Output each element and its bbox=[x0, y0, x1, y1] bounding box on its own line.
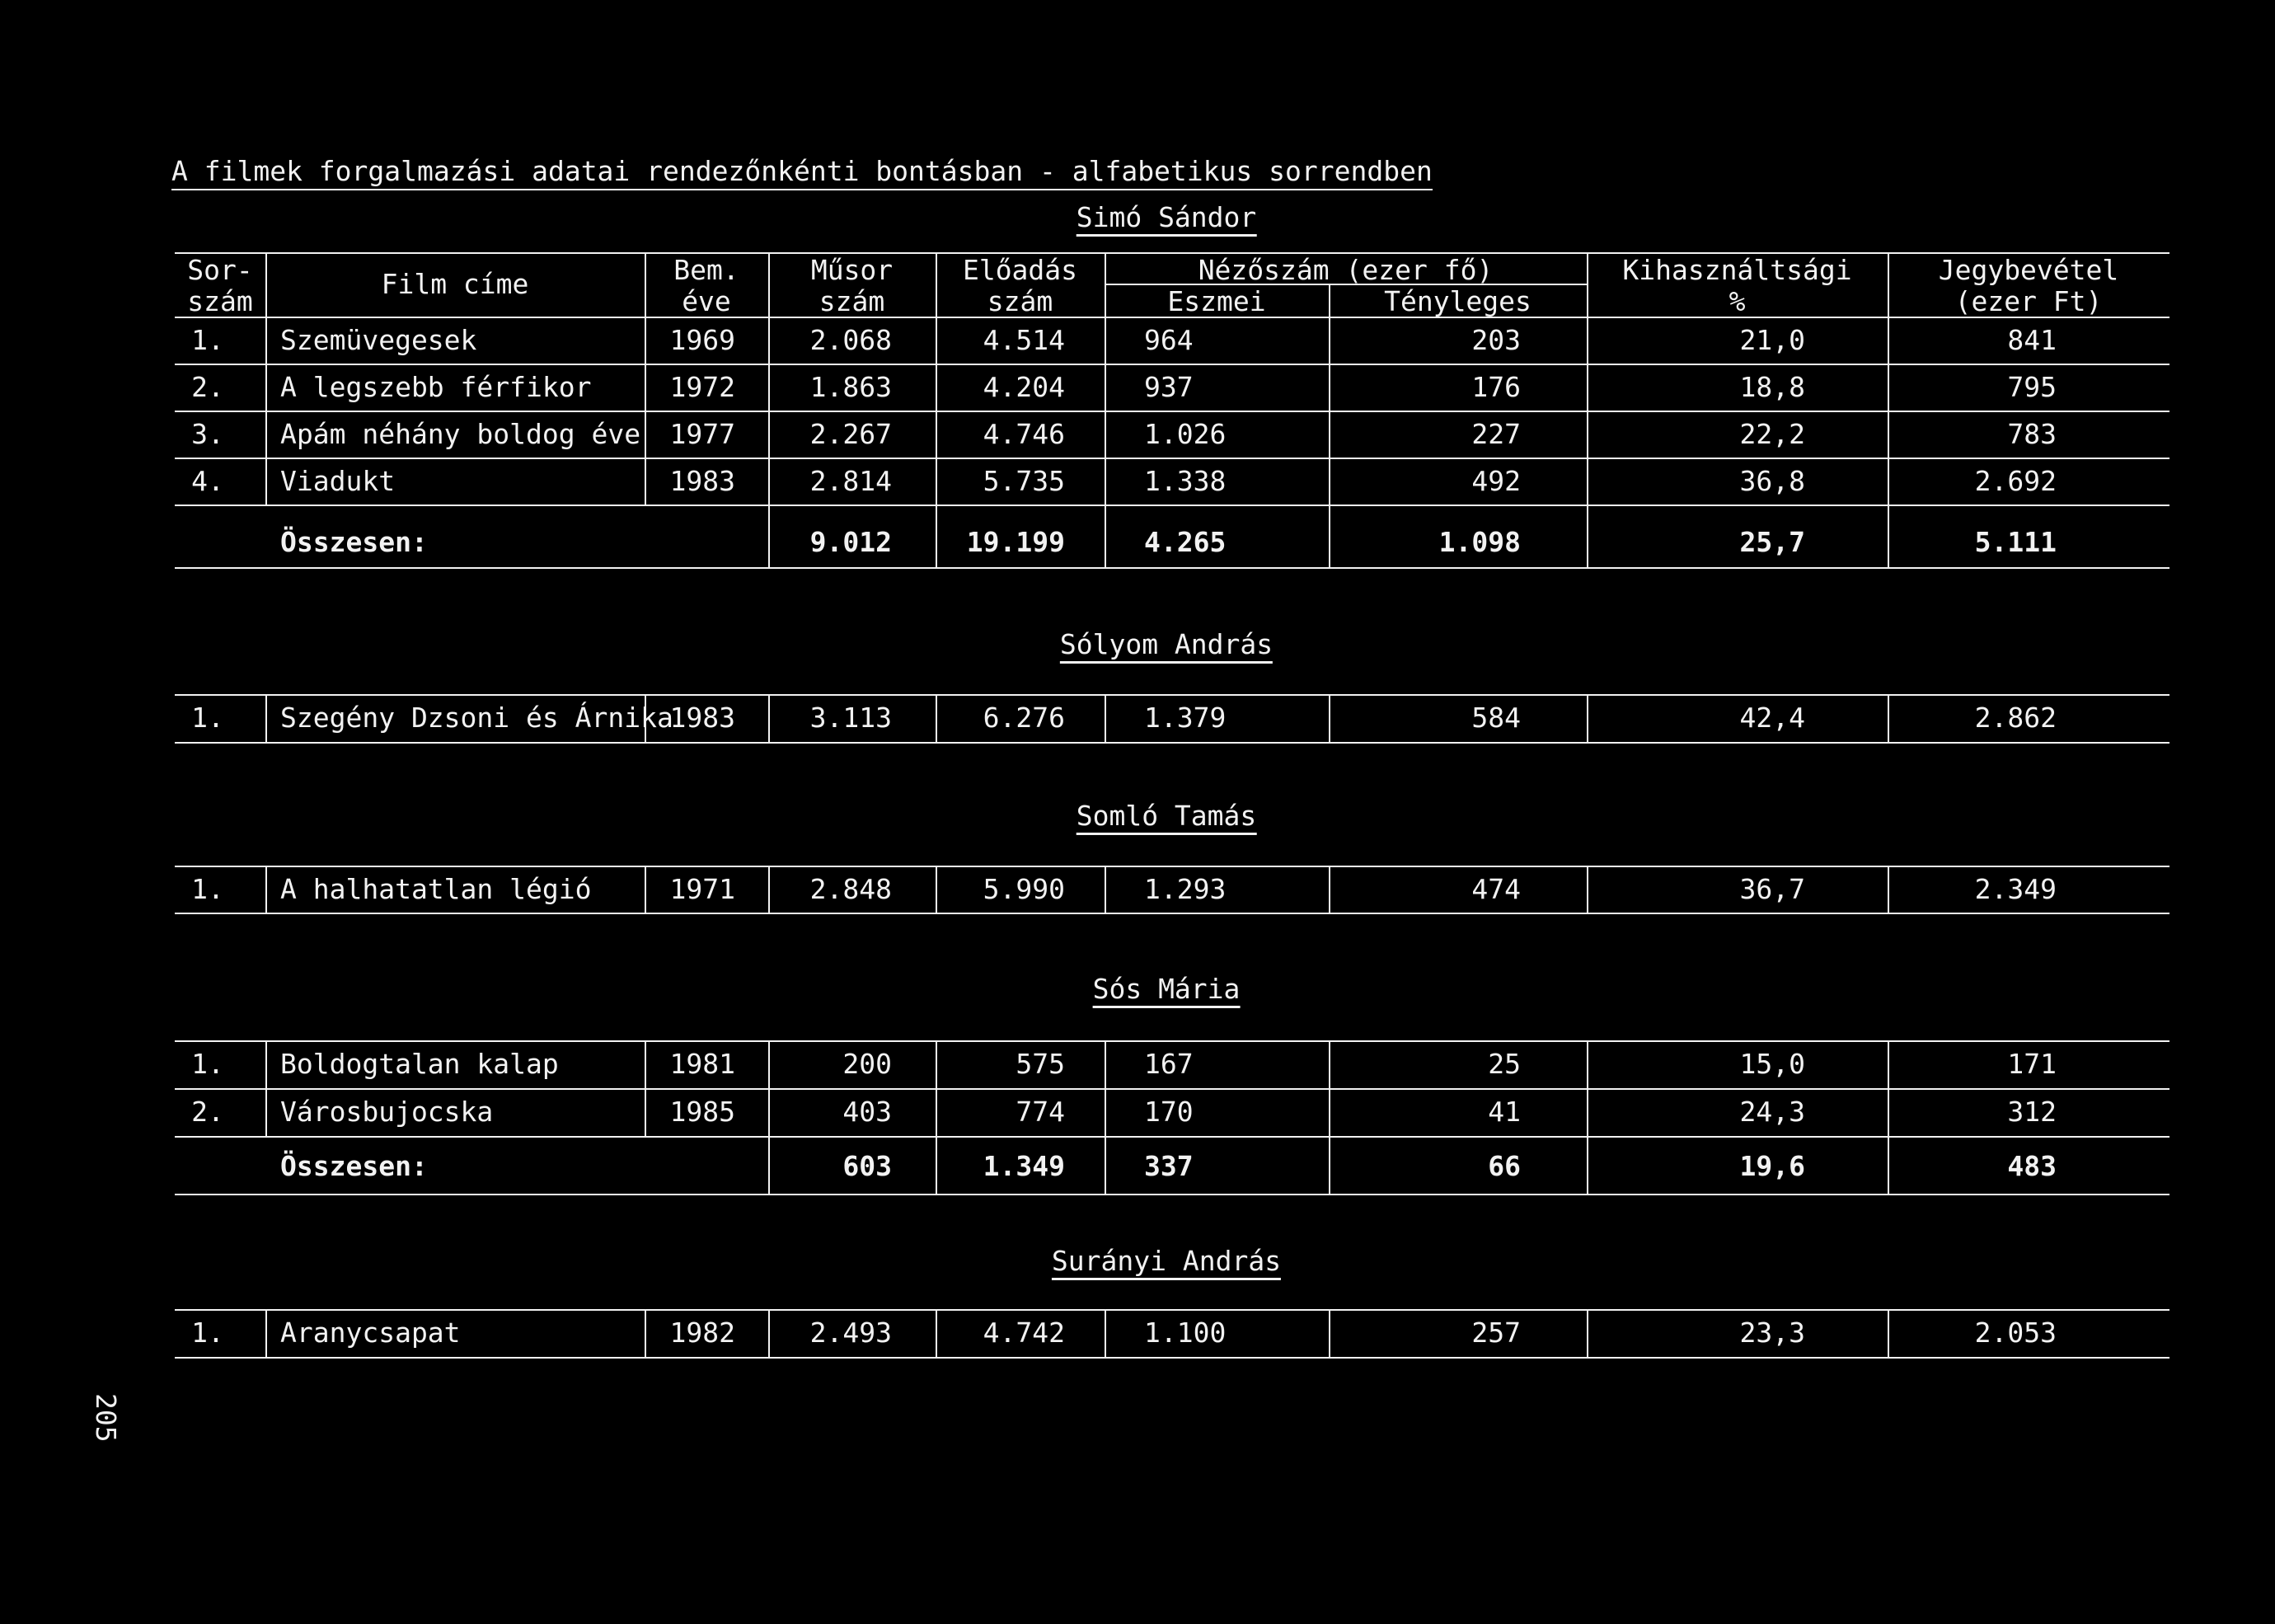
column-divider bbox=[645, 317, 646, 364]
eszmei-nezoszam: 1.379 bbox=[1144, 702, 1227, 734]
column-divider bbox=[1329, 866, 1330, 913]
header-tenyleges: Tényleges bbox=[1384, 285, 1532, 317]
header-musor-szam: szám bbox=[819, 285, 885, 317]
tenyleges-nezoszam: 176 bbox=[1471, 371, 1521, 403]
row-number: 4. bbox=[191, 465, 224, 497]
header-film-title: Film címe bbox=[381, 268, 529, 300]
total-label: Összesen: bbox=[280, 1150, 428, 1182]
column-divider bbox=[265, 1088, 267, 1136]
column-divider bbox=[1105, 505, 1106, 567]
column-divider bbox=[645, 458, 646, 505]
jegybevetel: 841 bbox=[2007, 324, 2057, 356]
column-divider bbox=[1888, 694, 1889, 742]
column-divider bbox=[768, 458, 770, 505]
column-divider bbox=[1329, 364, 1330, 411]
musor-szam: 2.848 bbox=[809, 873, 892, 905]
total-tenyleges-nezoszam: 66 bbox=[1488, 1150, 1521, 1182]
tenyleges-nezoszam: 474 bbox=[1471, 873, 1521, 905]
column-divider bbox=[1329, 1088, 1330, 1136]
column-divider bbox=[1888, 411, 1889, 458]
column-divider bbox=[1587, 505, 1588, 567]
column-divider bbox=[936, 1088, 937, 1136]
kihasznaltsag: 24,3 bbox=[1739, 1096, 1805, 1128]
rule-line bbox=[175, 411, 2169, 412]
column-divider bbox=[1888, 1136, 1889, 1194]
eloadas-szam: 6.276 bbox=[983, 702, 1065, 734]
rule-line bbox=[175, 913, 2169, 914]
column-divider bbox=[1105, 1309, 1106, 1357]
rule-line bbox=[175, 458, 2169, 459]
column-divider bbox=[768, 1040, 770, 1088]
director-name: Simó Sándor bbox=[1077, 201, 1257, 237]
column-divider bbox=[265, 1040, 267, 1088]
eloadas-szam: 5.990 bbox=[983, 873, 1065, 905]
column-divider bbox=[936, 1136, 937, 1194]
eloadas-szam: 4.204 bbox=[983, 371, 1065, 403]
rule-line bbox=[175, 1136, 2169, 1138]
column-divider bbox=[1329, 411, 1330, 458]
column-divider bbox=[936, 458, 937, 505]
tenyleges-nezoszam: 584 bbox=[1471, 702, 1521, 734]
release-year: 1985 bbox=[669, 1096, 735, 1128]
header-eszmei: Eszmei bbox=[1167, 285, 1266, 317]
musor-szam: 403 bbox=[842, 1096, 892, 1128]
column-divider bbox=[768, 694, 770, 742]
column-divider bbox=[1105, 317, 1106, 364]
header-jegybevetel: Jegybevétel bbox=[1938, 254, 2119, 286]
kihasznaltsag: 21,0 bbox=[1739, 324, 1805, 356]
film-title: Szemüvegesek bbox=[280, 324, 477, 356]
total-jegybevetel: 483 bbox=[2007, 1150, 2057, 1182]
jegybevetel: 2.862 bbox=[1974, 702, 2057, 734]
release-year: 1972 bbox=[669, 371, 735, 403]
header-sorszam: Sor- bbox=[187, 254, 253, 286]
column-divider bbox=[1105, 1136, 1106, 1194]
kihasznaltsag: 18,8 bbox=[1739, 371, 1805, 403]
kihasznaltsag: 36,8 bbox=[1739, 465, 1805, 497]
director-name: Sós Mária bbox=[1093, 973, 1241, 1008]
rule-line bbox=[175, 1088, 2169, 1090]
jegybevetel: 171 bbox=[2007, 1048, 2057, 1080]
column-divider bbox=[1105, 364, 1106, 411]
eszmei-nezoszam: 170 bbox=[1144, 1096, 1194, 1128]
column-divider bbox=[1329, 1309, 1330, 1357]
column-divider bbox=[645, 1309, 646, 1357]
rule-line bbox=[175, 567, 2169, 569]
column-divider bbox=[265, 364, 267, 411]
musor-szam: 2.814 bbox=[809, 465, 892, 497]
column-divider bbox=[1587, 1136, 1588, 1194]
musor-szam: 1.863 bbox=[809, 371, 892, 403]
row-number: 1. bbox=[191, 1048, 224, 1080]
column-divider bbox=[1888, 866, 1889, 913]
column-divider bbox=[936, 1040, 937, 1088]
column-divider bbox=[1105, 1088, 1106, 1136]
header-bem-eve: éve bbox=[682, 285, 731, 317]
total-musor-szam: 603 bbox=[842, 1150, 892, 1182]
rule-line bbox=[175, 1194, 2169, 1195]
page-number: 205 bbox=[90, 1393, 122, 1443]
jegybevetel: 2.692 bbox=[1974, 465, 2057, 497]
column-divider bbox=[936, 505, 937, 567]
musor-szam: 3.113 bbox=[809, 702, 892, 734]
release-year: 1977 bbox=[669, 418, 735, 450]
film-title: Szegény Dzsoni és Árnika bbox=[280, 702, 673, 734]
director-name: Sólyom András bbox=[1060, 628, 1273, 664]
column-divider bbox=[1329, 317, 1330, 364]
musor-szam: 2.267 bbox=[809, 418, 892, 450]
column-divider bbox=[1105, 694, 1106, 742]
column-divider bbox=[1888, 505, 1889, 567]
header-eloadas-szam: Előadás bbox=[962, 254, 1078, 286]
column-divider bbox=[1587, 1309, 1588, 1357]
row-number: 2. bbox=[191, 371, 224, 403]
film-title: A legszebb férfikor bbox=[280, 371, 592, 403]
kihasznaltsag: 15,0 bbox=[1739, 1048, 1805, 1080]
column-divider bbox=[1587, 1040, 1588, 1088]
total-kihasznaltsag: 25,7 bbox=[1739, 526, 1805, 558]
director-name: Somló Tamás bbox=[1077, 800, 1257, 835]
column-divider bbox=[1329, 458, 1330, 505]
column-divider bbox=[265, 1309, 267, 1357]
header-jegybevetel: (ezer Ft) bbox=[1954, 285, 2103, 317]
kihasznaltsag: 22,2 bbox=[1739, 418, 1805, 450]
row-number: 1. bbox=[191, 324, 224, 356]
eloadas-szam: 4.746 bbox=[983, 418, 1065, 450]
column-divider bbox=[1587, 411, 1588, 458]
eszmei-nezoszam: 1.293 bbox=[1144, 873, 1227, 905]
column-divider bbox=[645, 411, 646, 458]
eszmei-nezoszam: 167 bbox=[1144, 1048, 1194, 1080]
total-kihasznaltsag: 19,6 bbox=[1739, 1150, 1805, 1182]
rule-line bbox=[175, 866, 2169, 867]
rule-line bbox=[175, 694, 2169, 696]
column-divider bbox=[1587, 317, 1588, 364]
column-divider bbox=[1888, 1088, 1889, 1136]
column-divider bbox=[1888, 1309, 1889, 1357]
column-divider bbox=[936, 866, 937, 913]
total-eszmei-nezoszam: 337 bbox=[1144, 1150, 1194, 1182]
column-divider bbox=[936, 317, 937, 364]
header-eloadas-szam: szám bbox=[987, 285, 1053, 317]
column-divider bbox=[645, 1088, 646, 1136]
eszmei-nezoszam: 1.338 bbox=[1144, 465, 1227, 497]
column-divider bbox=[936, 694, 937, 742]
tenyleges-nezoszam: 41 bbox=[1488, 1096, 1521, 1128]
total-label: Összesen: bbox=[280, 526, 428, 558]
column-divider bbox=[265, 411, 267, 458]
rule-line bbox=[175, 1040, 2169, 1042]
release-year: 1969 bbox=[669, 324, 735, 356]
column-divider bbox=[1329, 505, 1330, 567]
column-divider bbox=[1888, 458, 1889, 505]
header-kihasznaltsagi: % bbox=[1729, 285, 1746, 317]
film-title: Boldogtalan kalap bbox=[280, 1048, 559, 1080]
column-divider bbox=[265, 317, 267, 364]
eszmei-nezoszam: 964 bbox=[1144, 324, 1194, 356]
total-eloadas-szam: 1.349 bbox=[983, 1150, 1065, 1182]
tenyleges-nezoszam: 492 bbox=[1471, 465, 1521, 497]
column-divider bbox=[265, 458, 267, 505]
column-divider bbox=[1105, 866, 1106, 913]
column-divider bbox=[768, 866, 770, 913]
column-divider bbox=[768, 505, 770, 567]
column-divider bbox=[645, 866, 646, 913]
jegybevetel: 783 bbox=[2007, 418, 2057, 450]
column-divider bbox=[1587, 458, 1588, 505]
column-divider bbox=[1329, 1136, 1330, 1194]
eloadas-szam: 4.742 bbox=[983, 1317, 1065, 1349]
eloadas-szam: 774 bbox=[1016, 1096, 1065, 1128]
rule-line bbox=[175, 364, 2169, 365]
header-musor-szam: Műsor bbox=[810, 254, 894, 286]
eloadas-szam: 575 bbox=[1016, 1048, 1065, 1080]
page-title: A filmek forgalmazási adatai rendezőnkénti bontásban - alfabetikus sorrendben bbox=[171, 155, 1433, 190]
row-number: 2. bbox=[191, 1096, 224, 1128]
total-jegybevetel: 5.111 bbox=[1974, 526, 2057, 558]
release-year: 1983 bbox=[669, 702, 735, 734]
row-number: 1. bbox=[191, 1317, 224, 1349]
column-divider bbox=[1329, 1040, 1330, 1088]
musor-szam: 2.068 bbox=[809, 324, 892, 356]
column-divider bbox=[1105, 1040, 1106, 1088]
column-divider bbox=[1105, 458, 1106, 505]
column-divider bbox=[768, 1136, 770, 1194]
director-name: Surányi András bbox=[1052, 1245, 1281, 1280]
row-number: 1. bbox=[191, 702, 224, 734]
kihasznaltsag: 36,7 bbox=[1739, 873, 1805, 905]
tenyleges-nezoszam: 227 bbox=[1471, 418, 1521, 450]
release-year: 1983 bbox=[669, 465, 735, 497]
row-number: 3. bbox=[191, 418, 224, 450]
column-divider bbox=[645, 1040, 646, 1088]
rule-line bbox=[175, 1309, 2169, 1311]
column-divider bbox=[265, 694, 267, 742]
column-divider bbox=[1587, 694, 1588, 742]
musor-szam: 2.493 bbox=[809, 1317, 892, 1349]
column-divider bbox=[1105, 411, 1106, 458]
eloadas-szam: 5.735 bbox=[983, 465, 1065, 497]
column-divider bbox=[936, 411, 937, 458]
eszmei-nezoszam: 1.100 bbox=[1144, 1317, 1227, 1349]
rule-line bbox=[175, 505, 2169, 506]
column-divider bbox=[768, 1088, 770, 1136]
tenyleges-nezoszam: 203 bbox=[1471, 324, 1521, 356]
film-title: Apám néhány boldog éve bbox=[280, 418, 641, 450]
header-nezoszam: Nézőszám (ezer fő) bbox=[1198, 254, 1494, 286]
column-divider bbox=[645, 364, 646, 411]
tenyleges-nezoszam: 257 bbox=[1471, 1317, 1521, 1349]
rule-line bbox=[175, 742, 2169, 744]
column-divider bbox=[768, 1309, 770, 1357]
total-musor-szam: 9.012 bbox=[809, 526, 892, 558]
column-divider bbox=[768, 364, 770, 411]
total-tenyleges-nezoszam: 1.098 bbox=[1438, 526, 1521, 558]
film-title: A halhatatlan légió bbox=[280, 873, 592, 905]
kihasznaltsag: 23,3 bbox=[1739, 1317, 1805, 1349]
total-eloadas-szam: 19.199 bbox=[966, 526, 1065, 558]
jegybevetel: 312 bbox=[2007, 1096, 2057, 1128]
jegybevetel: 2.349 bbox=[1974, 873, 2057, 905]
total-eszmei-nezoszam: 4.265 bbox=[1144, 526, 1227, 558]
eloadas-szam: 4.514 bbox=[983, 324, 1065, 356]
header-kihasznaltsagi: Kihasználtsági bbox=[1622, 254, 1852, 286]
film-title: Városbujocska bbox=[280, 1096, 494, 1128]
column-divider bbox=[1587, 364, 1588, 411]
rule-line bbox=[175, 1357, 2169, 1359]
header-bem-eve: Bem. bbox=[673, 254, 739, 286]
release-year: 1981 bbox=[669, 1048, 735, 1080]
column-divider bbox=[1888, 1040, 1889, 1088]
release-year: 1971 bbox=[669, 873, 735, 905]
jegybevetel: 795 bbox=[2007, 371, 2057, 403]
column-divider bbox=[768, 317, 770, 364]
release-year: 1982 bbox=[669, 1317, 735, 1349]
column-divider bbox=[1888, 317, 1889, 364]
column-divider bbox=[645, 694, 646, 742]
tenyleges-nezoszam: 25 bbox=[1488, 1048, 1521, 1080]
jegybevetel: 2.053 bbox=[1974, 1317, 2057, 1349]
column-divider bbox=[1888, 364, 1889, 411]
column-divider bbox=[1587, 1088, 1588, 1136]
eszmei-nezoszam: 937 bbox=[1144, 371, 1194, 403]
column-divider bbox=[1329, 694, 1330, 742]
film-title: Viadukt bbox=[280, 465, 396, 497]
film-title: Aranycsapat bbox=[280, 1317, 461, 1349]
musor-szam: 200 bbox=[842, 1048, 892, 1080]
row-number: 1. bbox=[191, 873, 224, 905]
column-divider bbox=[768, 411, 770, 458]
column-divider bbox=[1587, 866, 1588, 913]
header-sorszam: szám bbox=[187, 285, 253, 317]
kihasznaltsag: 42,4 bbox=[1739, 702, 1805, 734]
column-divider bbox=[265, 866, 267, 913]
column-divider bbox=[936, 1309, 937, 1357]
column-divider bbox=[936, 364, 937, 411]
eszmei-nezoszam: 1.026 bbox=[1144, 418, 1227, 450]
